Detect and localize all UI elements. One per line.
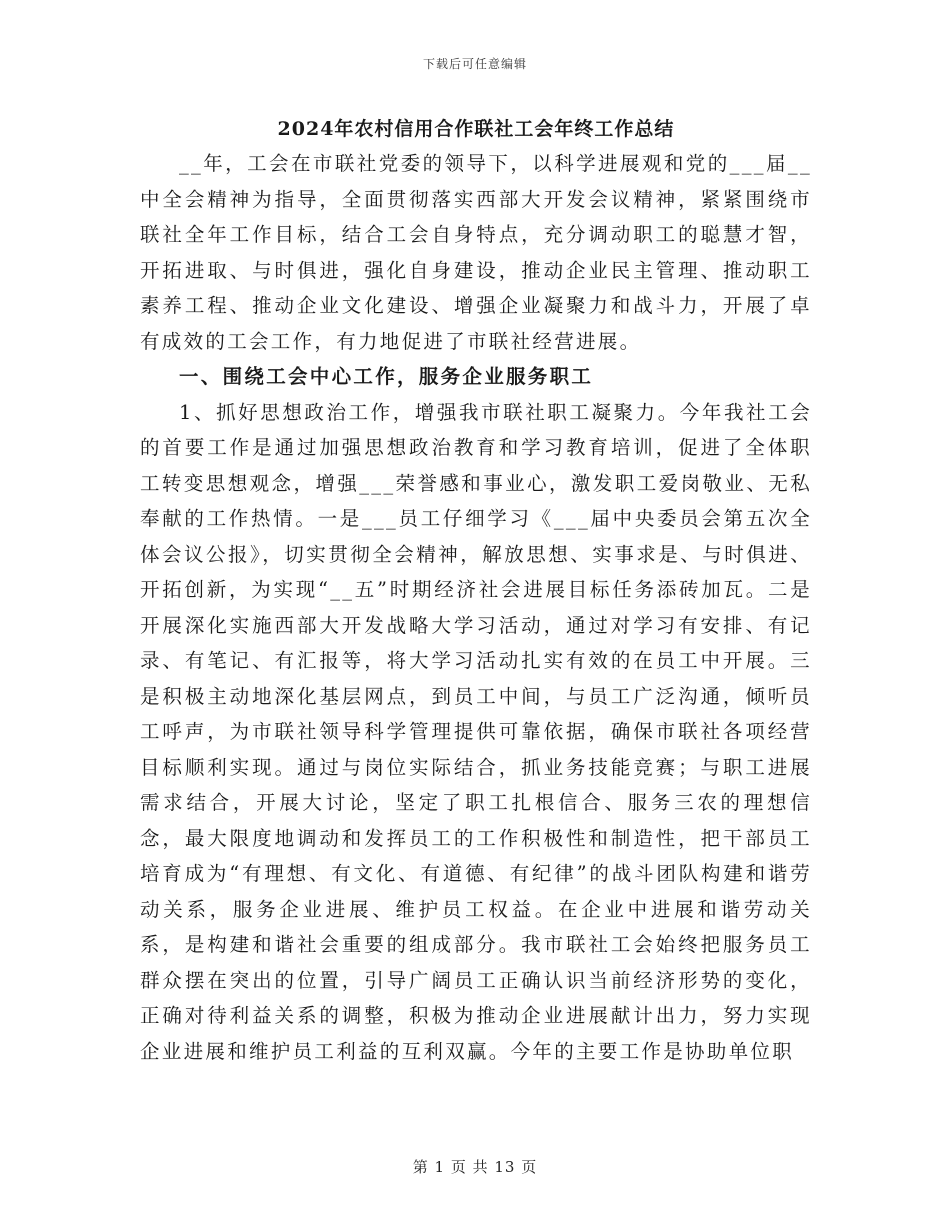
- document-body: [140, 146, 812, 1069]
- document-title: 2024年农村信用合作联社工会年终工作总结: [277, 118, 675, 140]
- page-header-note: 下载后可任意编辑: [422, 57, 527, 71]
- section-heading: 一、围绕工会中心工作，服务企业服务职工: [179, 365, 594, 388]
- intro-paragraph: __年，工会在市联社党委的领导下，以科学进展观和党的___届__中全会精神为指导，全面贯彻落实西部大开发会议精神，紧紧围绕市联社全年工作目标，结合工会自身特点，充分调动职工的聪慧才智，开拓进取、与时俱进，强化自身建设，推动企业民主管理、推动职工素养工程、推动企业文化建设、增强企业凝聚力和战斗力，开展了卓有成效的工会工作，有力地促进了市联社经营进展。: [140, 152, 812, 353]
- body-paragraph: 1、抓好思想政治工作，增强我市联社职工凝聚力。今年我社工会的首要工作是通过加强思想政治教育和学习教育培训，促进了全体职工转变思想观念，增强___荣誉感和事业心，激发职工爱岗敬业、无私奉献的工作热情。一是___员工仔细学习《___届中央委员会第五次全体会议公报》，切实贯彻全会精神，解放思想、实事求是、与时俱进、开拓创新，为实现“__五”时期经济社会进展目标任务添砖加瓦。二是开展深化实施西部大开发战略大学习活动，通过对学习有安排、有记录、有笔记、有汇报等，将大学习活动扎实有效的在员工中开展。三是积极主动地深化基层网点，到员工中间，与员工广泛沟通，倾听员工呼声，为市联社领导科学管理提供可靠依据，确保市联社各项经营目标顺利实现。通过与岗位实际结合，抓业务技能竞赛；与职工进展需求结合，开展大讨论，坚定了职工扎根信合、服务三农的理想信念，最大限度地调动和发挥员工的工作积极性和制造性，把干部员工培育成为“有理想、有文化、有道德、有纪律”的战斗团队构建和谐劳动关系，服务企业进展、维护员工权益。在企业中进展和谐劳动关系，是构建和谐社会重要的组成部分。我市联社工会始终把服务员工群众摆在突出的位置，引导广阔员工正确认识当前经济形势的变化，正确对待利益关系的调整，积极为推动企业进展献计出力，努力实现企业进展和维护员工利益的互利双赢。今年的主要工作是协助单位职: [140, 400, 812, 1063]
- page-number: 第 1 页 共 13 页: [412, 1158, 538, 1176]
